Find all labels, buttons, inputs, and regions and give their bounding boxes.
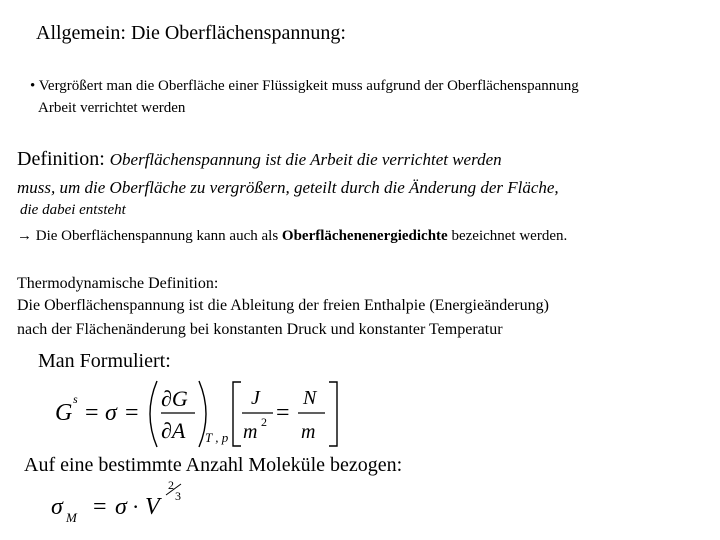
formula-partial-G: ∂G [161, 386, 188, 411]
page-title: Allgemein: Die Oberflächenspannung: [36, 22, 346, 44]
arrow-note-prefix: Die Oberflächenspannung kann auch als [35, 228, 279, 244]
formulate-label: Man Formuliert: [38, 350, 171, 372]
bullet-text-1: Vergrößert man die Oberfläche einer Flüssigkeit muss aufgrund der Oberflächenspannung [38, 78, 579, 94]
arrow-note [17, 228, 567, 245]
formula-surface-tension [45, 378, 345, 450]
definition-line-3: die dabei entsteht [20, 202, 126, 218]
formula-partial-A: ∂A [161, 418, 186, 443]
bullet-line-2: Arbeit verrichtet werden [38, 100, 186, 116]
thermo-line-2: Die Oberflächenspannung ist die Ableitung der freien Enthalpie (Energieänderung) [17, 297, 549, 314]
definition-line-1 [17, 148, 502, 171]
formula2-exp-den: 3 [175, 489, 181, 503]
definition-label: Definition: [17, 148, 105, 170]
formula-m2-exp: 2 [261, 415, 267, 429]
formula2-V: V [145, 494, 160, 520]
formula-J: J [251, 387, 260, 409]
arrow-note-bold: Oberflächenenergiedichte [281, 228, 448, 244]
formula-molar [45, 478, 205, 528]
definition-text-1: Oberflächenspannung ist die Arbeit die verrichtet werden [109, 150, 502, 169]
formula-m: m [301, 421, 316, 443]
formula2-dot: · [132, 494, 140, 519]
definition-line-2: muss, um die Oberfläche zu vergrößern, geteilt durch die Änderung der Fläche, [17, 178, 559, 197]
formula2-eq: = [93, 494, 107, 520]
formula-subscript: T , p [205, 430, 229, 445]
formula2-exp-num: 2 [168, 478, 174, 492]
thermo-line-3: nach der Flächenänderung bei konstanten Druck und konstanter Temperatur [17, 321, 503, 338]
left-paren [150, 381, 157, 447]
formula-sigma: σ [105, 400, 117, 426]
formula2-sub-M: M [66, 510, 77, 525]
arrow-note-suffix: bezeichnet werden. [451, 228, 568, 244]
formula-s-sup: s [73, 392, 78, 406]
formula-m2: m [243, 421, 258, 443]
molecules-label: Auf eine bestimmte Anzahl Moleküle bezogen: [24, 454, 403, 476]
bullet-line-1 [30, 78, 579, 95]
bullet-marker: • [30, 78, 36, 94]
formula-G: G [55, 400, 73, 426]
thermo-heading: Thermodynamische Definition: [17, 275, 219, 292]
formula2-sigma2: σ [115, 494, 127, 520]
arrow-icon: → [17, 228, 32, 244]
formula-eq3: = [276, 400, 290, 426]
formula-eq1: = [85, 400, 99, 426]
left-bracket [233, 382, 241, 446]
right-bracket [329, 382, 337, 446]
formula2-sigma: σ [51, 494, 63, 520]
formula-eq2: = [125, 400, 139, 426]
formula-N: N [303, 387, 317, 409]
